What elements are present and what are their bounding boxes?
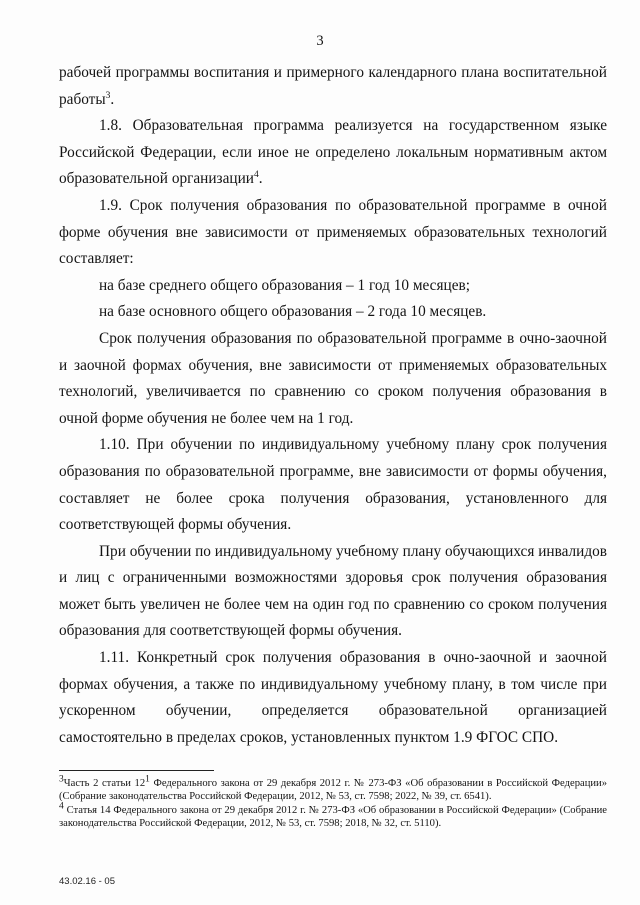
footnote: $^4$ Статья 14 Федерального закона от 29 декабря 2012 г. № 273-ФЗ «Об образовании в Российской Федерации» (Собрание законодательства Российской Федерации, 2012, № 53, ст. 7598; 2018, № 32, ст. 5110). [59, 801, 607, 830]
paragraph: 1.9. Срок получения образования по образовательной программе в очной форме обучения вне зависимости от применяемых образовательных технологий составляет: [59, 196, 607, 268]
footnote: $^3$Часть 2 статьи $12^1$ Федерального закона от 29 декабря 2012 г. № 273-ФЗ «Об образовании в Российской Федерации» (Собрание законодательства Российской Федерации, 2012, № 53, ст. 7598; 2022, № 39, ст. 6541). [59, 774, 607, 803]
body-text [59, 60, 607, 751]
paragraph: на базе основного общего образования – 2 года 10 месяцев. [99, 303, 487, 321]
footnote-mark: 4 [59, 801, 64, 812]
footnote-mark: 3 [59, 774, 64, 785]
footnotes [59, 774, 607, 831]
paragraph: на базе среднего общего образования – 1 год 10 месяцев; [99, 276, 470, 294]
paragraph: 1.10. При обучении по индивидуальному учебному плану срок получения образования по образовательной программе, вне зависимости от формы обучения, составляет не более срока получения образования, установленного для соответствующей формы обучения. [59, 436, 607, 534]
footnote-divider [59, 770, 214, 771]
document-code: 43.02.16 - 05 [59, 876, 115, 887]
paragraph: рабочей программы воспитания и примерного календарного плана воспитательной работы$^3$. [59, 64, 607, 108]
page-number: 3 [316, 33, 324, 49]
paragraph: При обучении по индивидуальному учебному плану обучающихся инвалидов и лиц с ограниченными возможностями здоровья срок получения образования может быть увеличен не более чем на один год по сравнению со сроком получения образования для соответствующей формы обучения. [59, 542, 607, 640]
footnote-ref[interactable]: 3 [105, 90, 111, 101]
paragraph: 1.11. Конкретный срок получения образования в очно-заочной и заочной формах обучения, а также по индивидуальному учебному плану, в том числе при ускоренном обучении, определяется образовательной организацией самостоятельно в пределах сроков, установленных пунктом 1.9 ФГОС СПО. [59, 649, 607, 746]
paragraph: Срок получения образования по образовательной программе в очно-заочной и заочной формах обучения, вне зависимости от применяемых образовательных технологий, увеличивается по сравнению со сроком получения образования в очной форме обучения не более чем на 1 год. [59, 329, 607, 427]
footnote-ref[interactable]: 4 [253, 170, 259, 181]
paragraph: 1.8. Образовательная программа реализуется на государственном языке Российской Федерации, если иное не определено локальным нормативным актом образовательной организации$^4$. [59, 117, 607, 188]
